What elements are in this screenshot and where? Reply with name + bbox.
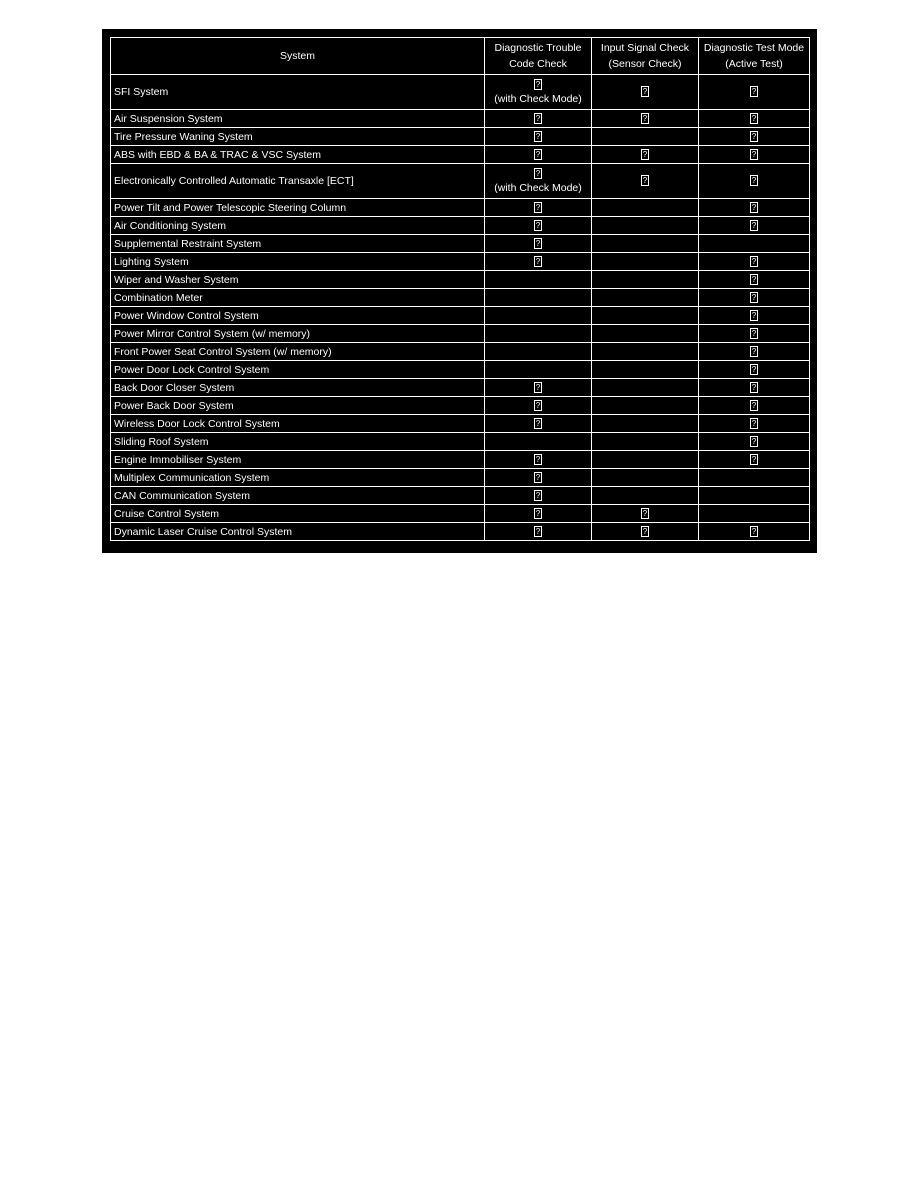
table-row xyxy=(111,235,810,253)
check-mark-icon: ? xyxy=(642,87,648,97)
table-row xyxy=(111,217,810,235)
check-mark-icon: ? xyxy=(751,329,757,339)
input-cell xyxy=(592,433,699,451)
system-name-cell: Combination Meter xyxy=(111,289,485,307)
dtc-cell xyxy=(485,75,592,110)
system-name-cell: Lighting System xyxy=(111,253,485,271)
dtc-cell xyxy=(485,199,592,217)
system-name-cell: Power Mirror Control System (w/ memory) xyxy=(111,325,485,343)
active-cell xyxy=(699,343,810,361)
active-cell xyxy=(699,110,810,128)
system-name-cell: Front Power Seat Control System (w/ memory) xyxy=(111,343,485,361)
check-mark-icon: ? xyxy=(535,527,541,537)
check-mark-icon: ? xyxy=(535,114,541,124)
diagnostic-table-frame xyxy=(102,29,817,553)
active-cell xyxy=(699,469,810,487)
dtc-cell xyxy=(485,379,592,397)
table-row xyxy=(111,397,810,415)
header-dtc-check: Diagnostic Trouble Code Check xyxy=(485,38,592,75)
dtc-cell xyxy=(485,307,592,325)
table-row xyxy=(111,469,810,487)
check-mark-icon: ? xyxy=(535,168,541,178)
dtc-cell xyxy=(485,271,592,289)
input-cell xyxy=(592,307,699,325)
dtc-cell xyxy=(485,128,592,146)
check-mark-icon: ? xyxy=(751,383,757,393)
system-name-cell: ABS with EBD & BA & TRAC & VSC System xyxy=(111,146,485,164)
dtc-cell xyxy=(485,325,592,343)
input-cell xyxy=(592,469,699,487)
input-cell xyxy=(592,235,699,253)
table-header-row xyxy=(111,38,810,75)
active-cell xyxy=(699,487,810,505)
active-cell xyxy=(699,146,810,164)
input-cell xyxy=(592,487,699,505)
check-mark-icon: ? xyxy=(751,132,757,142)
active-cell xyxy=(699,361,810,379)
check-mark-icon: ? xyxy=(751,114,757,124)
header-system: System xyxy=(111,38,485,75)
active-cell xyxy=(699,325,810,343)
system-name-cell: Air Suspension System xyxy=(111,110,485,128)
check-mark-icon: ? xyxy=(751,365,757,375)
input-cell xyxy=(592,289,699,307)
active-cell xyxy=(699,415,810,433)
system-name-cell: Power Back Door System xyxy=(111,397,485,415)
table-row xyxy=(111,128,810,146)
system-name-cell: Sliding Roof System xyxy=(111,433,485,451)
dtc-cell xyxy=(485,523,592,541)
input-cell xyxy=(592,217,699,235)
table-row xyxy=(111,307,810,325)
check-mode-note: (with Check Mode) xyxy=(494,182,582,194)
active-cell xyxy=(699,523,810,541)
check-mark-icon: ? xyxy=(751,257,757,267)
check-mark-icon: ? xyxy=(535,150,541,160)
input-cell xyxy=(592,523,699,541)
input-cell xyxy=(592,146,699,164)
check-mark-icon: ? xyxy=(535,491,541,501)
table-body xyxy=(111,75,810,541)
table-row xyxy=(111,146,810,164)
check-mark-icon: ? xyxy=(751,87,757,97)
system-name-cell: Wiper and Washer System xyxy=(111,271,485,289)
table-row xyxy=(111,361,810,379)
table-row xyxy=(111,433,810,451)
table-row xyxy=(111,505,810,523)
input-cell xyxy=(592,379,699,397)
input-cell xyxy=(592,253,699,271)
dtc-cell xyxy=(485,164,592,199)
check-mark-icon: ? xyxy=(751,275,757,285)
system-name-cell: Engine Immobiliser System xyxy=(111,451,485,469)
table-row xyxy=(111,253,810,271)
system-name-cell: SFI System xyxy=(111,75,485,110)
dtc-cell xyxy=(485,253,592,271)
table-row xyxy=(111,451,810,469)
active-cell xyxy=(699,397,810,415)
dtc-cell xyxy=(485,469,592,487)
input-cell xyxy=(592,110,699,128)
active-cell xyxy=(699,235,810,253)
table-row xyxy=(111,379,810,397)
check-mark-icon: ? xyxy=(535,383,541,393)
input-cell xyxy=(592,415,699,433)
system-name-cell: Supplemental Restraint System xyxy=(111,235,485,253)
active-cell xyxy=(699,75,810,110)
dtc-cell xyxy=(485,433,592,451)
check-mark-icon: ? xyxy=(751,401,757,411)
input-cell xyxy=(592,343,699,361)
check-mark-icon: ? xyxy=(751,455,757,465)
system-name-cell: Power Tilt and Power Telescopic Steering Column xyxy=(111,199,485,217)
input-cell xyxy=(592,271,699,289)
input-cell xyxy=(592,505,699,523)
table-row xyxy=(111,289,810,307)
dtc-cell xyxy=(485,361,592,379)
check-mark-icon: ? xyxy=(535,203,541,213)
table-row xyxy=(111,110,810,128)
system-name-cell: Multiplex Communication System xyxy=(111,469,485,487)
header-active-test: Diagnostic Test Mode (Active Test) xyxy=(699,38,810,75)
check-mark-icon: ? xyxy=(751,221,757,231)
check-mark-icon: ? xyxy=(642,176,648,186)
system-name-cell: Dynamic Laser Cruise Control System xyxy=(111,523,485,541)
active-cell xyxy=(699,164,810,199)
check-mark-icon: ? xyxy=(751,293,757,303)
input-cell xyxy=(592,451,699,469)
dtc-cell xyxy=(485,343,592,361)
check-mark-icon: ? xyxy=(642,114,648,124)
system-name-cell: CAN Communication System xyxy=(111,487,485,505)
check-mark-icon: ? xyxy=(642,509,648,519)
check-mark-icon: ? xyxy=(535,419,541,429)
dtc-cell xyxy=(485,217,592,235)
input-cell xyxy=(592,75,699,110)
dtc-cell xyxy=(485,146,592,164)
dtc-cell xyxy=(485,289,592,307)
check-mark-icon: ? xyxy=(751,419,757,429)
system-name-cell: Air Conditioning System xyxy=(111,217,485,235)
check-mark-icon: ? xyxy=(535,79,541,89)
check-mark-icon: ? xyxy=(535,239,541,249)
dtc-cell xyxy=(485,110,592,128)
system-name-cell: Power Window Control System xyxy=(111,307,485,325)
check-mark-icon: ? xyxy=(535,509,541,519)
system-name-cell: Back Door Closer System xyxy=(111,379,485,397)
diagnostic-function-table xyxy=(110,37,810,541)
table-row xyxy=(111,164,810,199)
table-row xyxy=(111,415,810,433)
check-mode-note: (with Check Mode) xyxy=(494,93,582,105)
input-cell xyxy=(592,164,699,199)
active-cell xyxy=(699,128,810,146)
active-cell xyxy=(699,307,810,325)
active-cell xyxy=(699,217,810,235)
table-row xyxy=(111,271,810,289)
dtc-cell xyxy=(485,397,592,415)
dtc-cell xyxy=(485,487,592,505)
check-mark-icon: ? xyxy=(535,257,541,267)
check-mark-icon: ? xyxy=(535,401,541,411)
input-cell xyxy=(592,128,699,146)
dtc-cell xyxy=(485,415,592,433)
check-mark-icon: ? xyxy=(751,527,757,537)
system-name-cell: Wireless Door Lock Control System xyxy=(111,415,485,433)
check-mark-icon: ? xyxy=(751,311,757,321)
check-mark-icon: ? xyxy=(751,150,757,160)
check-mark-icon: ? xyxy=(751,347,757,357)
header-input-signal-check: Input Signal Check (Sensor Check) xyxy=(592,38,699,75)
check-mark-icon: ? xyxy=(642,150,648,160)
check-mark-icon: ? xyxy=(751,437,757,447)
active-cell xyxy=(699,379,810,397)
system-name-cell: Electronically Controlled Automatic Transaxle [ECT] xyxy=(111,164,485,199)
check-mark-icon: ? xyxy=(535,473,541,483)
table-row xyxy=(111,343,810,361)
table-row xyxy=(111,199,810,217)
table-row xyxy=(111,523,810,541)
active-cell xyxy=(699,271,810,289)
check-mark-icon: ? xyxy=(535,221,541,231)
input-cell xyxy=(592,397,699,415)
active-cell xyxy=(699,505,810,523)
dtc-cell xyxy=(485,451,592,469)
active-cell xyxy=(699,253,810,271)
input-cell xyxy=(592,361,699,379)
active-cell xyxy=(699,199,810,217)
check-mark-icon: ? xyxy=(642,527,648,537)
input-cell xyxy=(592,199,699,217)
check-mark-icon: ? xyxy=(751,203,757,213)
system-name-cell: Tire Pressure Waning System xyxy=(111,128,485,146)
active-cell xyxy=(699,433,810,451)
system-name-cell: Power Door Lock Control System xyxy=(111,361,485,379)
check-mark-icon: ? xyxy=(535,455,541,465)
table-row xyxy=(111,325,810,343)
active-cell xyxy=(699,289,810,307)
check-mark-icon: ? xyxy=(751,176,757,186)
system-name-cell: Cruise Control System xyxy=(111,505,485,523)
dtc-cell xyxy=(485,505,592,523)
dtc-cell xyxy=(485,235,592,253)
table-row xyxy=(111,75,810,110)
table-row xyxy=(111,487,810,505)
input-cell xyxy=(592,325,699,343)
check-mark-icon: ? xyxy=(535,132,541,142)
active-cell xyxy=(699,451,810,469)
